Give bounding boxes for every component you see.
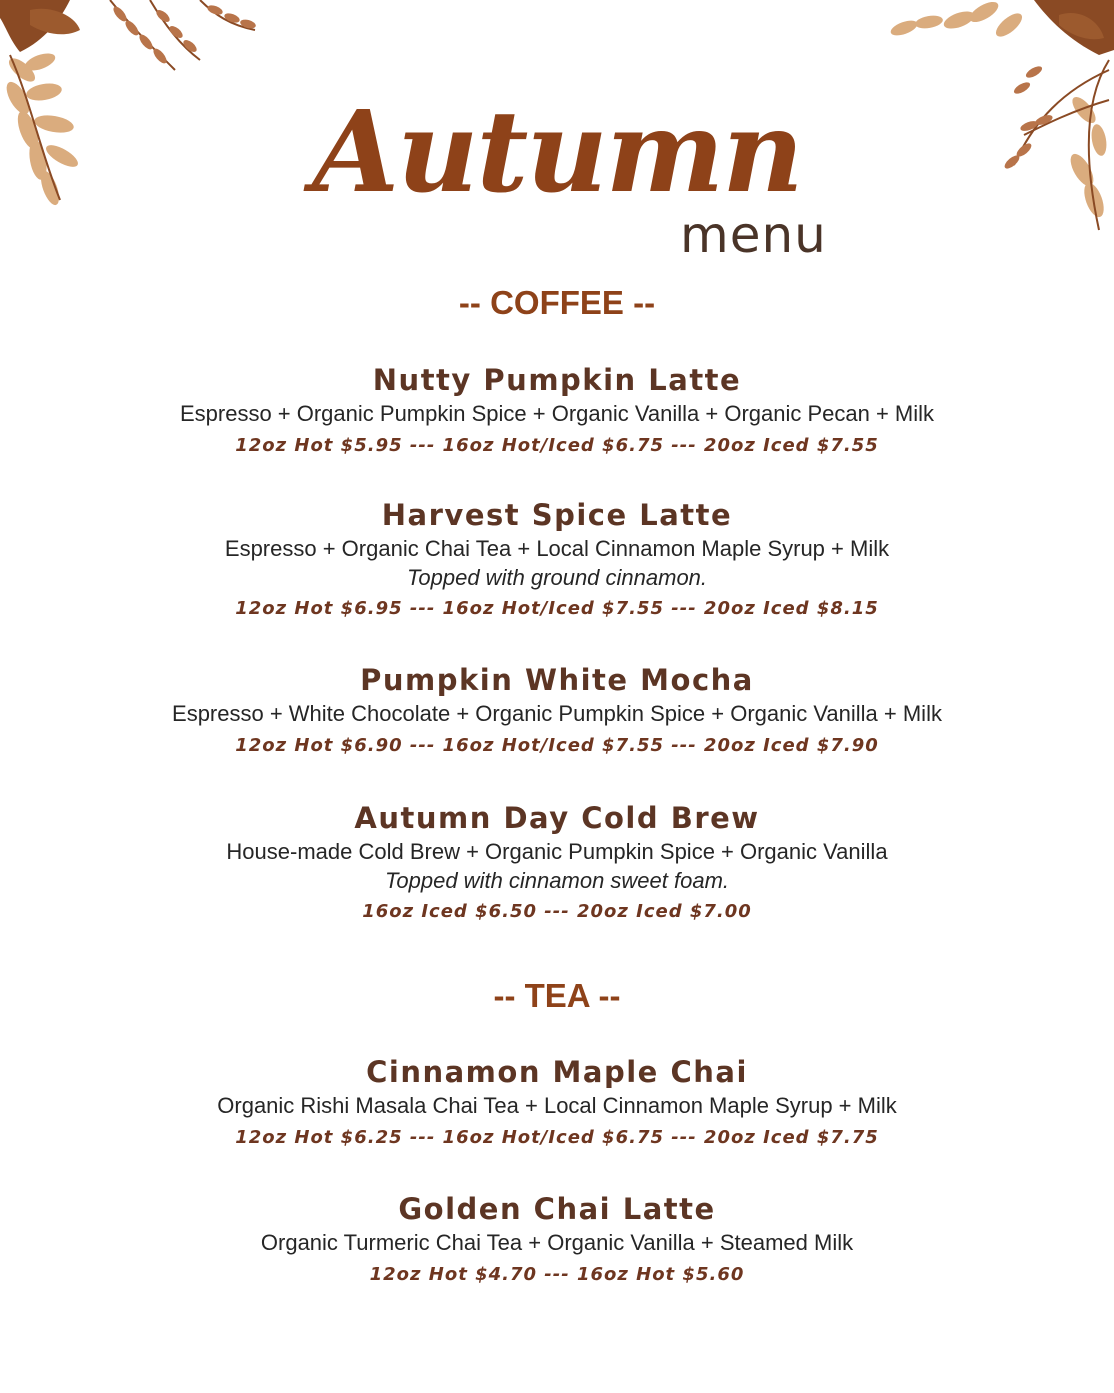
item-name: Harvest Spice Latte: [381, 498, 733, 532]
section-heading-coffee: -- COFFEE --: [458, 284, 656, 321]
item-description: Espresso + Organic Pumpkin Spice + Organic Vanilla + Organic Pecan + Milk: [179, 401, 935, 426]
item-description: Espresso + White Chocolate + Organic Pumpkin Spice + Organic Vanilla + Milk: [172, 701, 942, 726]
item-prices: 12oz Hot $5.95 --- 16oz Hot/Iced $6.75 --- 20oz Iced $7.55: [235, 435, 879, 456]
item-name: Nutty Pumpkin Latte: [372, 363, 742, 397]
item-name: Golden Chai Latte: [398, 1192, 716, 1226]
menu-item: [0, 1190, 1114, 1290]
item-description: Organic Rishi Masala Chai Tea + Local Cinnamon Maple Syrup + Milk: [217, 1093, 897, 1118]
item-name: Cinnamon Maple Chai: [366, 1055, 748, 1089]
item-note: Topped with cinnamon sweet foam.: [384, 868, 730, 893]
menu-item: [0, 361, 1114, 461]
menu-subtitle: menu: [680, 206, 827, 264]
menu-item: [0, 661, 1114, 761]
item-prices: 12oz Hot $6.90 --- 16oz Hot/Iced $7.55 --- 20oz Iced $7.90: [235, 735, 879, 756]
item-note: Topped with ground cinnamon.: [406, 565, 708, 590]
item-description: Espresso + Organic Chai Tea + Local Cinnamon Maple Syrup + Milk: [224, 536, 890, 561]
item-name: Pumpkin White Mocha: [360, 663, 754, 697]
menu-item: [0, 496, 1114, 624]
item-prices: 12oz Hot $4.70 --- 16oz Hot $5.60: [369, 1264, 745, 1285]
menu-item: [0, 1053, 1114, 1153]
item-description: House-made Cold Brew + Organic Pumpkin Spice + Organic Vanilla: [226, 839, 888, 864]
item-prices: 12oz Hot $6.25 --- 16oz Hot/Iced $6.75 --- 20oz Iced $7.75: [235, 1127, 879, 1148]
item-description: Organic Turmeric Chai Tea + Organic Vanilla + Steamed Milk: [260, 1230, 854, 1255]
item-name: Autumn Day Cold Brew: [354, 801, 760, 835]
menu-item: [0, 799, 1114, 927]
section-heading-tea: -- TEA --: [493, 977, 621, 1014]
item-prices: 12oz Hot $6.95 --- 16oz Hot/Iced $7.55 --- 20oz Iced $8.15: [235, 598, 879, 619]
item-prices: 16oz Iced $6.50 --- 20oz Iced $7.00: [362, 901, 752, 922]
menu-title: Autumn: [312, 87, 802, 218]
